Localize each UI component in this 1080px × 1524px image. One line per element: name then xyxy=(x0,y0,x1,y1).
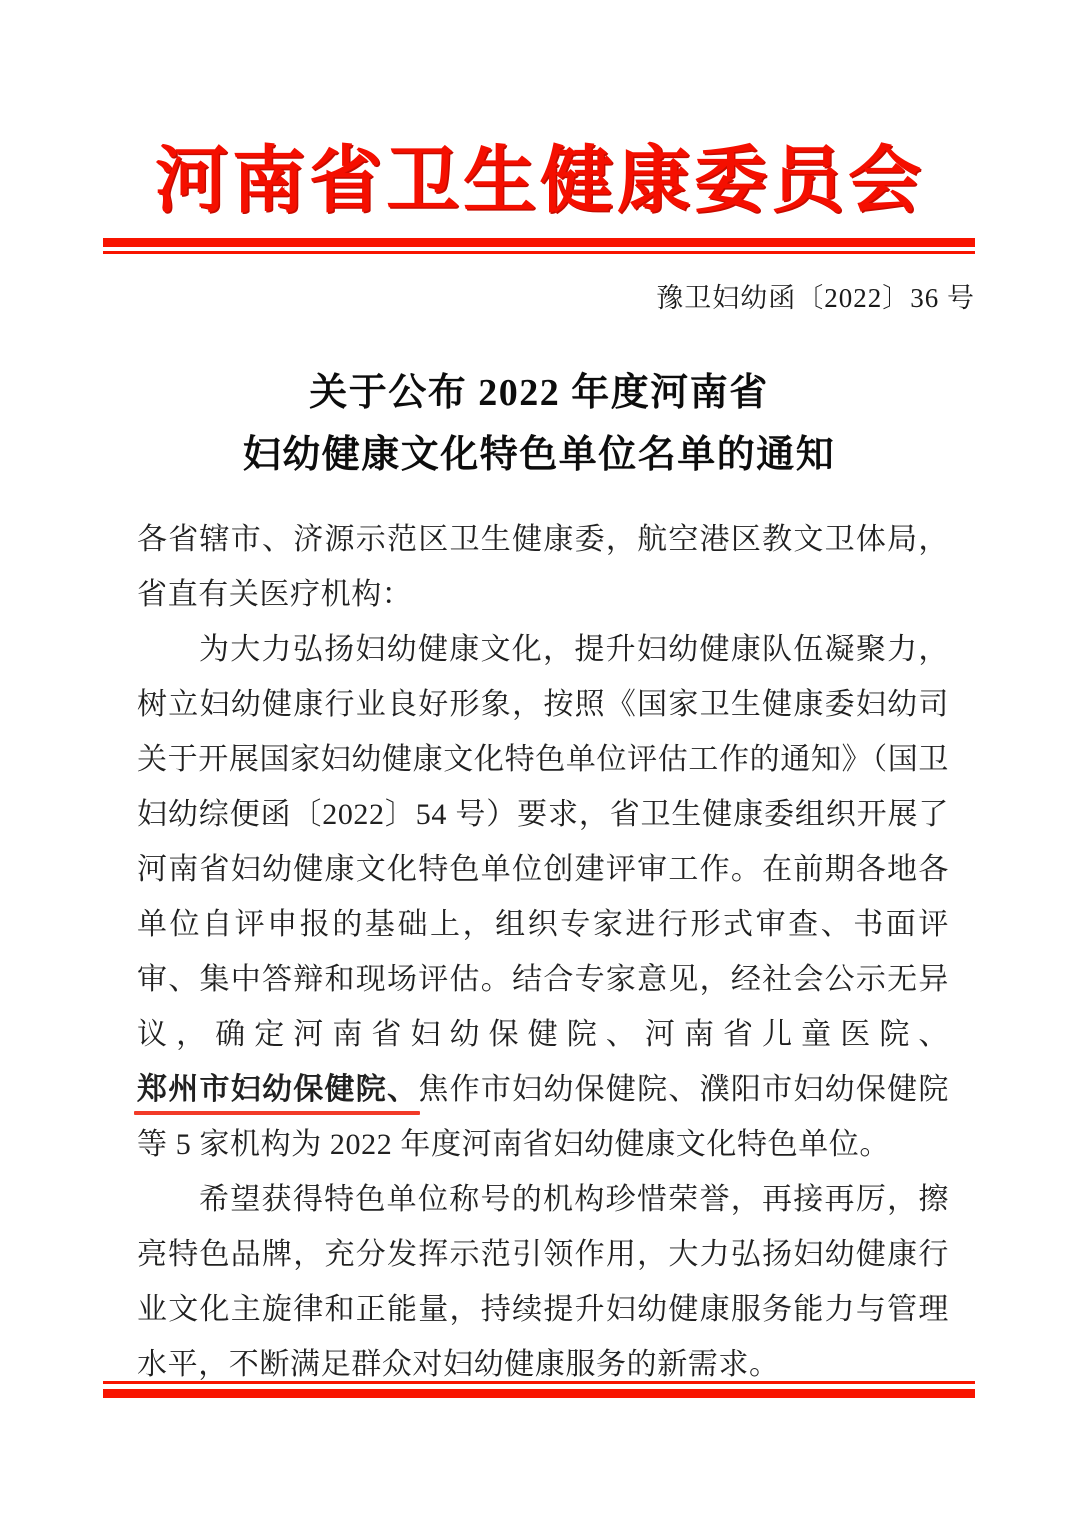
paragraph-1 xyxy=(137,622,949,1172)
header-red-rule xyxy=(103,238,975,254)
footer-rule-thick-line xyxy=(103,1389,975,1398)
highlighted-institution-name: 郑州市妇幼保健院、 xyxy=(137,1073,419,1106)
document-title xyxy=(103,362,975,486)
masthead xyxy=(0,138,1080,224)
document-number: 豫卫妇幼函〔2022〕36 号 xyxy=(656,283,975,313)
addressee-line: 各省辖市、济源示范区卫生健康委，航空港区教文卫体局，省直有关医疗机构： xyxy=(137,523,949,611)
document-title-line-1: 关于公布 2022 年度河南省 xyxy=(309,372,769,414)
paragraph-2: 希望获得特色单位称号的机构珍惜荣誉，再接再厉，擦亮特色品牌，充分发挥示范引领作用，大力弘扬妇幼健康行业文化主旋律和正能量，持续提升妇幼健康服务能力与管理水平，不断满足群众对妇幼健康服务的新需求。 xyxy=(137,1183,949,1381)
footer-red-rule xyxy=(103,1381,975,1398)
paragraph-1-text-before-highlight: 为大力弘扬妇幼健康文化，提升妇幼健康队伍凝聚力，树立妇幼健康行业良好形象，按照《国家卫生健康委妇幼司关于开展国家妇幼健康文化特色单位评估工作的通知》（国卫妇幼综便函〔2022〕54 号）要求，省卫生健康委组织开展了河南省妇幼健康文化特色单位创建评审工作。在前期各地各单位自评申报的基础上，组织专家进行形式审查、书面评审、集中答辩和现场评估。结合专家意见，经社会公示无异议，确定河南省妇幼保健院、河南省儿童医院、 xyxy=(137,633,949,1051)
header-rule-thin-line xyxy=(103,251,975,254)
document-title-line-2: 妇幼健康文化特色单位名单的通知 xyxy=(242,434,836,476)
document-body xyxy=(137,512,949,1392)
header-rule-thick-line xyxy=(103,238,975,247)
issuing-authority-title: 河南省卫生健康委员会 xyxy=(155,140,925,221)
paragraph-1-text-after-highlight: 焦作市妇幼保健院、濮阳市妇幼保健院等 5 家机构为 2022 年度河南省妇幼健康文化特色单位。 xyxy=(137,1073,950,1161)
